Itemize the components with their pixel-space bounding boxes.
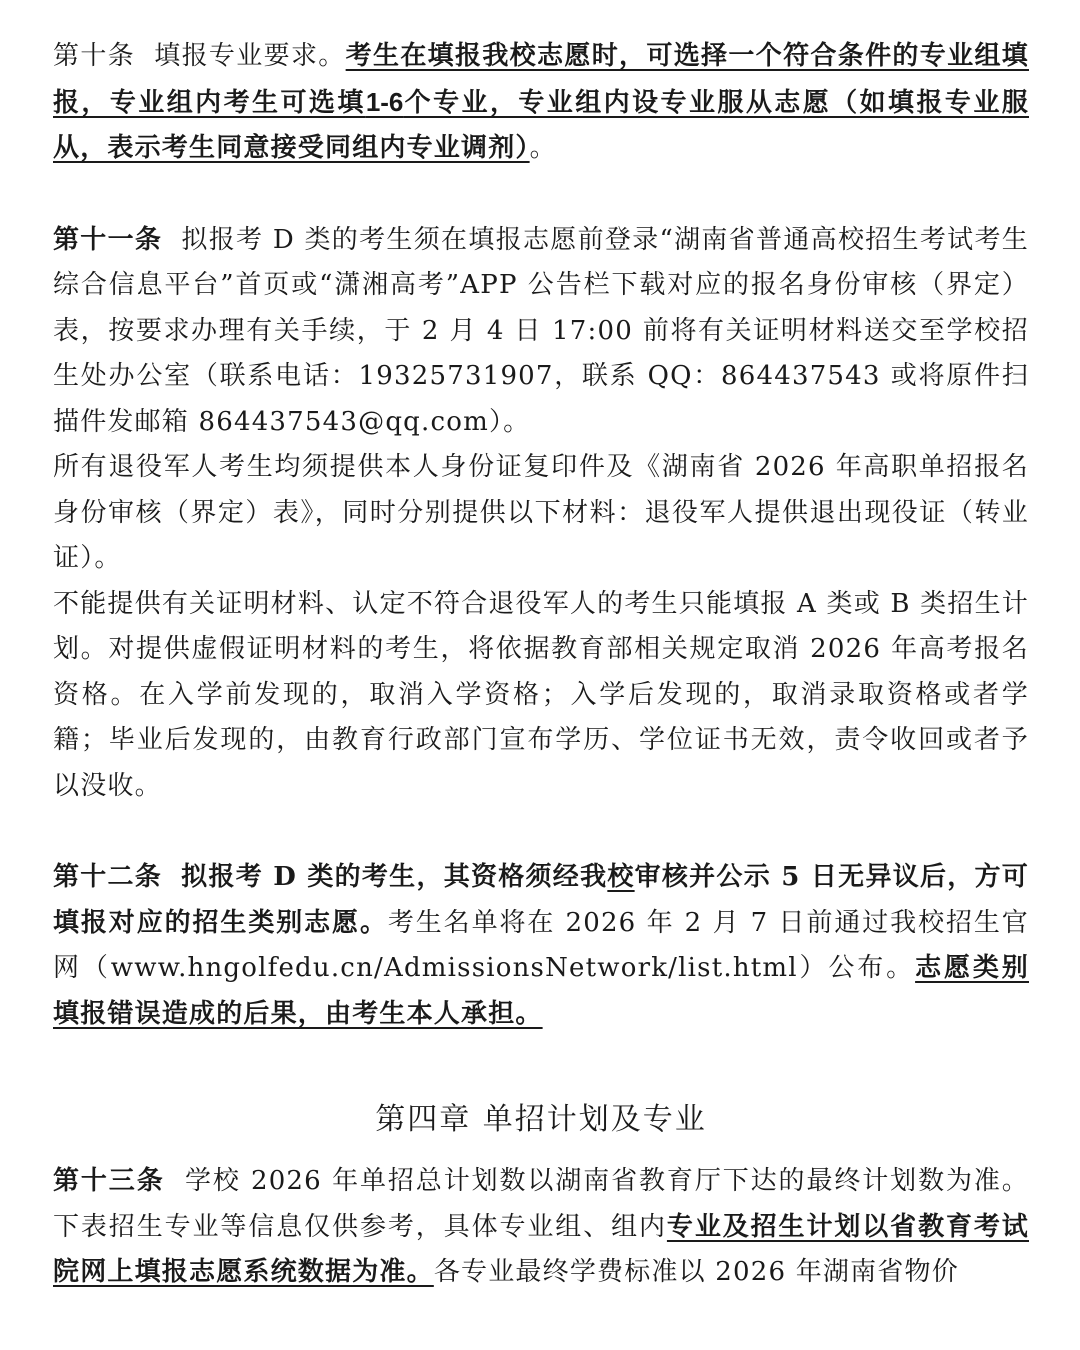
article-11-text-1: 拟报考 D 类的考生须在填报志愿前登录“湖南省普通高校招生考试考生综合信息平台”首页或“潇湘高考”APP 公告栏下载对应的报名身份审核（界定）表，按要求办理有关手续，于 2 月 4 日 17:00 前将有关证明材料送交至学校招生处办公室（联系电话：19325731907，联系 QQ：864437543 或将原件扫描件发邮箱 864437543@qq.com）。 [53, 224, 1029, 437]
article-12-label: 第十二条 [53, 862, 163, 892]
article-12-bold-underlined: 校 [607, 862, 635, 892]
article-13-text-2: 各专业最终学费标准以 2026 年湖南省物价 [433, 1257, 959, 1287]
article-12-bold-2: 审核并公示 5 日无异议后，方可填报对应的招生类别志愿。 [53, 862, 1029, 938]
article-10-underlined-part1: 考生在填报我校志愿时，可选择一个符合条件的专业组填报，专业组内考生可选填 [53, 41, 1029, 118]
article-10-tail: 。 [529, 133, 557, 163]
article-12-underlined-warning: 志愿类别填报错误造成的后果，由考生本人承担。 [53, 953, 1029, 1029]
article-12-normal: 考生名单将在 2026 年 2 月 7 日前通过我校招生官网（www.hngolfedu.cn/AdmissionsNetwork/list.html）公布。 [53, 907, 1029, 983]
article-13 [53, 1159, 1029, 1296]
article-12 [53, 855, 1029, 1037]
article-10-underlined-part2: 个专业，专业组内设专业服从志愿（如填报专业服从，表示考生同意接受同组内专业调剂） [53, 87, 1029, 163]
article-10 [53, 34, 1029, 172]
article-10-lead: 填报专业要求。 [154, 41, 346, 71]
article-12-bold-1: 拟报考 D 类的考生，其资格须经我 [181, 862, 608, 892]
article-11-paragraph-2: 所有退役军人考生均须提供本人身份证复印件及《湖南省 2026 年高职单招报名身份审核（界定）表》，同时分别提供以下材料：退役军人提供退出现役证（转业证）。 [53, 452, 1029, 573]
article-13-label: 第十三条 [53, 1166, 165, 1196]
article-11-paragraph-1 [53, 218, 1029, 446]
chapter-4-title: 第四章 单招计划及专业 [375, 1102, 707, 1137]
article-11-label: 第十一条 [53, 224, 163, 255]
document-page [53, 34, 1029, 1296]
article-13-underlined: 专业及招生计划以省教育考试院网上填报志愿系统数据为准。 [53, 1211, 1029, 1287]
article-11-paragraph-3: 不能提供有关证明材料、认定不符合退役军人的考生只能填报 A 类或 B 类招生计划。对提供虚假证明材料的考生，将依据教育部相关规定取消 2026 年高考报名资格。在入学前发现的，取消入学资格；入学后发现的，取消录取资格或者学籍；毕业后发现的，由教育行政部门宣布学历、学位证书无效，责令收回或者予以没收。 [53, 588, 1029, 801]
article-10-label: 第十条 [53, 41, 136, 71]
article-10-underlined-number: 1-6 [365, 86, 404, 117]
article-13-text-1: 学校 2026 年单招总计划数以湖南省教育厅下达的最终计划数为准。下表招生专业等信息仅供参考，具体专业组、组内 [53, 1166, 1029, 1242]
